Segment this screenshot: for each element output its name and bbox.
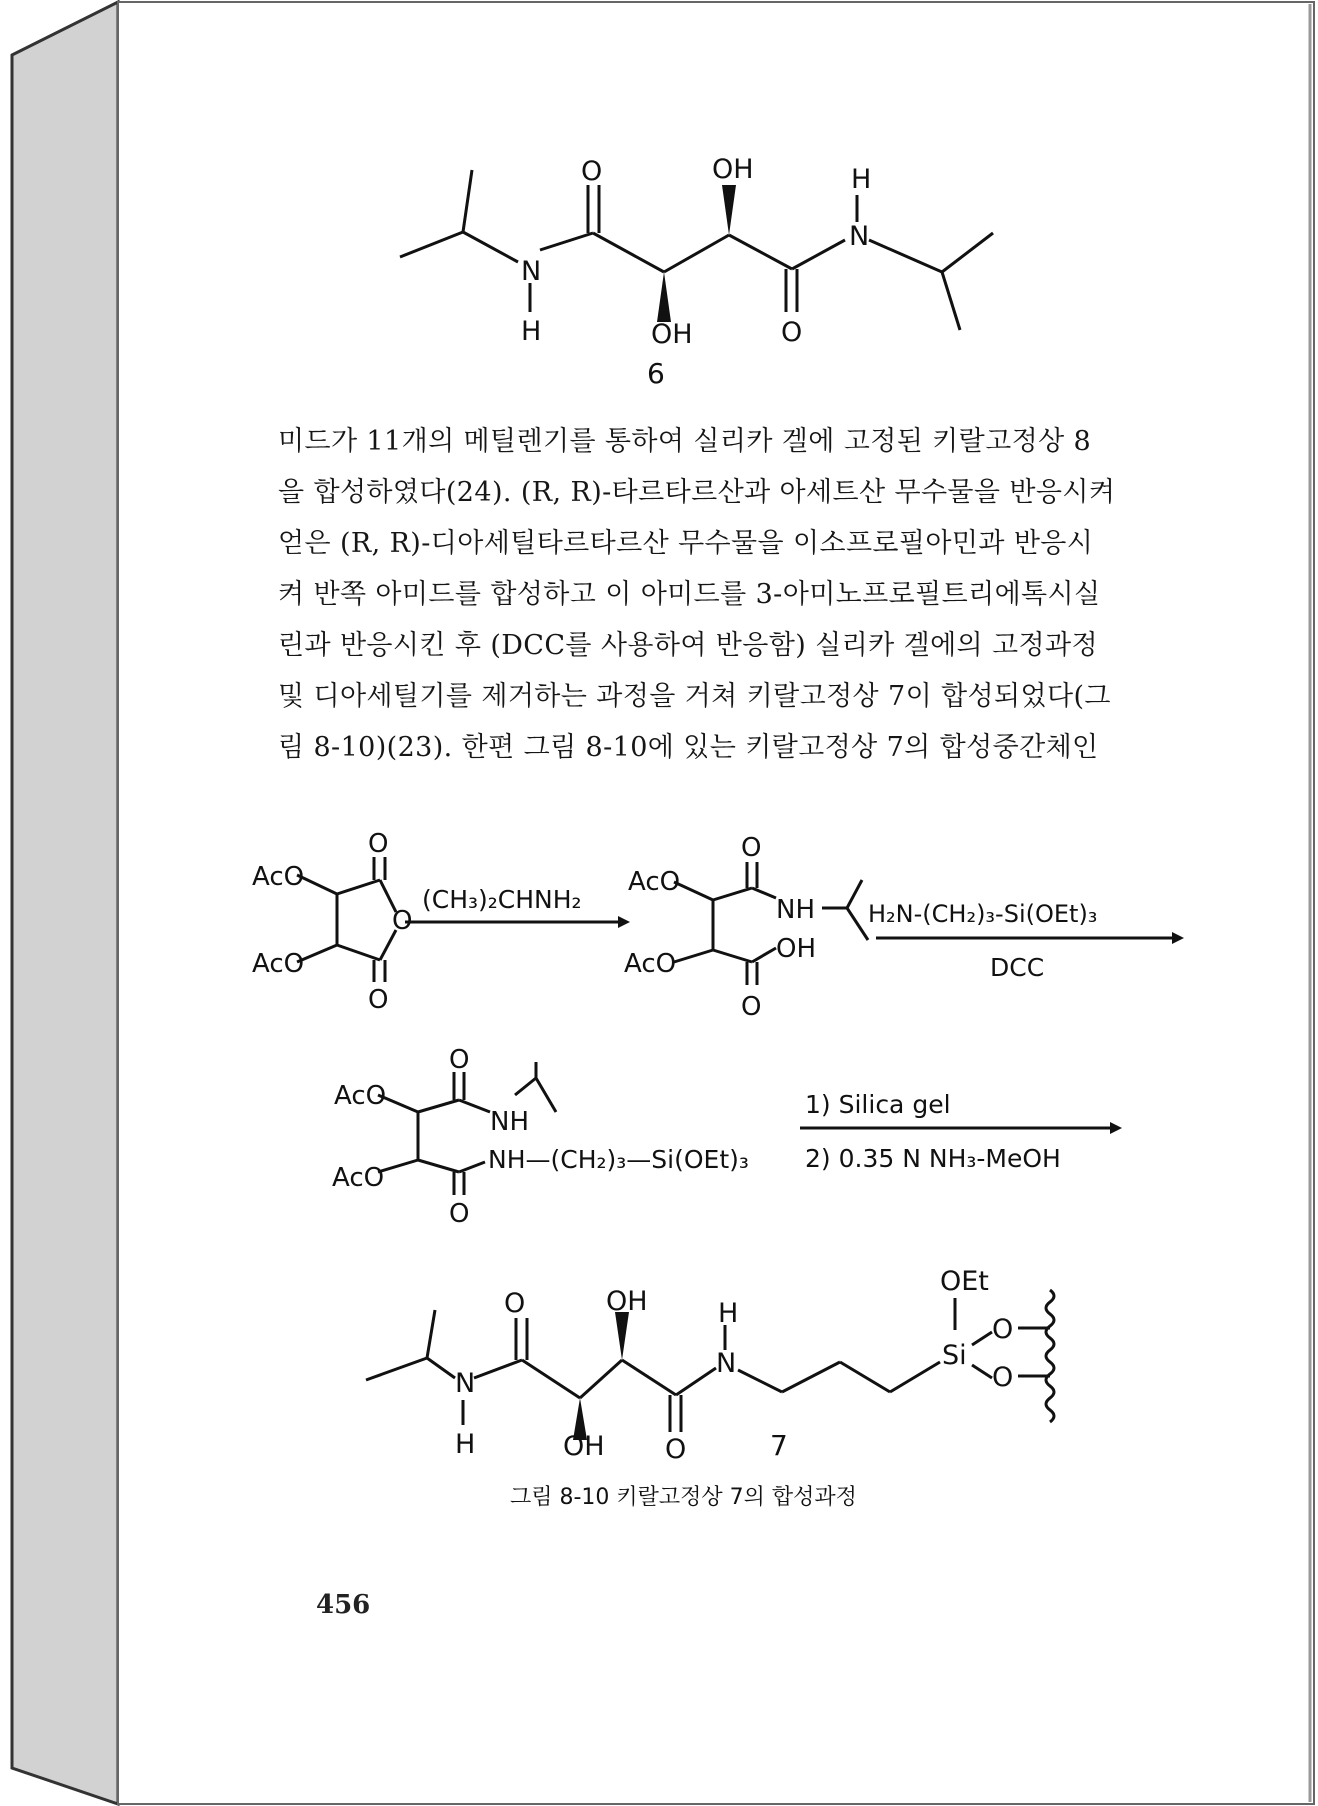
paragraph-line: 림 8-10)(23). 한편 그림 8-10에 있는 키랄고정상 7의 합성중간체인 (278, 732, 1099, 763)
atom-label: OEt (940, 1266, 989, 1297)
atom-label: H (455, 1429, 476, 1460)
atom-label: H (521, 316, 542, 347)
atom-label: O (741, 833, 762, 863)
atom-label: OH (606, 1286, 648, 1317)
atom-label: OH (712, 154, 754, 185)
reagent-isopropylamine: (CH₃)₂CHNH₂ (422, 885, 582, 914)
atom-label: Si (942, 1340, 967, 1371)
atom-label: O (781, 317, 803, 348)
atom-label: O (368, 829, 389, 859)
atom-label: N (849, 221, 870, 252)
atom-label: O (581, 156, 603, 187)
paragraph-line: 린과 반응시킨 후 (DCC를 사용하여 반응함) 실리카 겔에의 고정과정 (278, 630, 1098, 661)
book-spine (12, 2, 118, 1804)
paragraph-line: 을 합성하였다(24). (R, R)-타르타르산과 아세트산 무수물을 반응시켜 (278, 477, 1116, 508)
atom-label: O (449, 1199, 470, 1229)
atom-label: NH (776, 895, 815, 925)
atom-label: O (992, 1362, 1014, 1393)
compound-number-6: 6 (647, 357, 665, 390)
body-paragraph (278, 416, 1158, 773)
atom-label: O (741, 992, 762, 1022)
atom-label: H (851, 164, 872, 195)
intermediate-chain: NH—(CH₂)₃—Si(OEt)₃ (488, 1145, 749, 1174)
paragraph-line: 켜 반쪽 아미드를 합성하고 이 아미드를 3-아미노프로필트리에톡시실 (278, 579, 1101, 610)
atom-label: N (716, 1348, 737, 1379)
atom-label: H (718, 1298, 739, 1329)
atom-label: OH (651, 319, 693, 350)
atom-label: AcO (334, 1081, 387, 1111)
atom-label: OH (776, 934, 817, 964)
atom-label: AcO (332, 1163, 385, 1193)
atom-label: AcO (252, 949, 305, 979)
step-ammonia-methanol: 2) 0.35 N NH₃-MeOH (805, 1144, 1061, 1173)
atom-label: O (449, 1045, 470, 1075)
atom-label: O (992, 1314, 1014, 1345)
atom-label: O (665, 1434, 687, 1465)
page-paper (118, 2, 1314, 1804)
atom-label: NH (490, 1107, 529, 1137)
atom-label: O (368, 985, 389, 1015)
page-number: 456 (316, 1590, 371, 1620)
reagent-dcc: DCC (990, 953, 1045, 982)
atom-label: N (455, 1368, 476, 1399)
paragraph-line: 미드가 11개의 메틸렌기를 통하여 실리카 겔에 고정된 키랄고정상 8 (278, 426, 1092, 457)
paragraph-line: 및 디아세틸기를 제거하는 과정을 거쳐 키랄고정상 7이 합성되었다(그 (278, 681, 1111, 712)
atom-label: AcO (624, 949, 677, 979)
atom-label: OH (563, 1431, 605, 1462)
reagent-aminopropylsilane: H₂N-(CH₂)₃-Si(OEt)₃ (868, 900, 1098, 928)
atom-label: O (504, 1288, 526, 1319)
compound-number-7: 7 (770, 1429, 788, 1462)
atom-label: AcO (252, 862, 305, 892)
figure-caption: 그림 8-10 키랄고정상 7의 합성과정 (510, 1485, 857, 1510)
atom-label: N (521, 256, 542, 287)
atom-label: AcO (628, 867, 681, 897)
paragraph-line: 얻은 (R, R)-디아세틸타르타르산 무수물을 이소프로필아민과 반응시 (278, 528, 1094, 559)
step-silica-gel: 1) Silica gel (805, 1090, 951, 1119)
atom-label: O (392, 906, 413, 936)
